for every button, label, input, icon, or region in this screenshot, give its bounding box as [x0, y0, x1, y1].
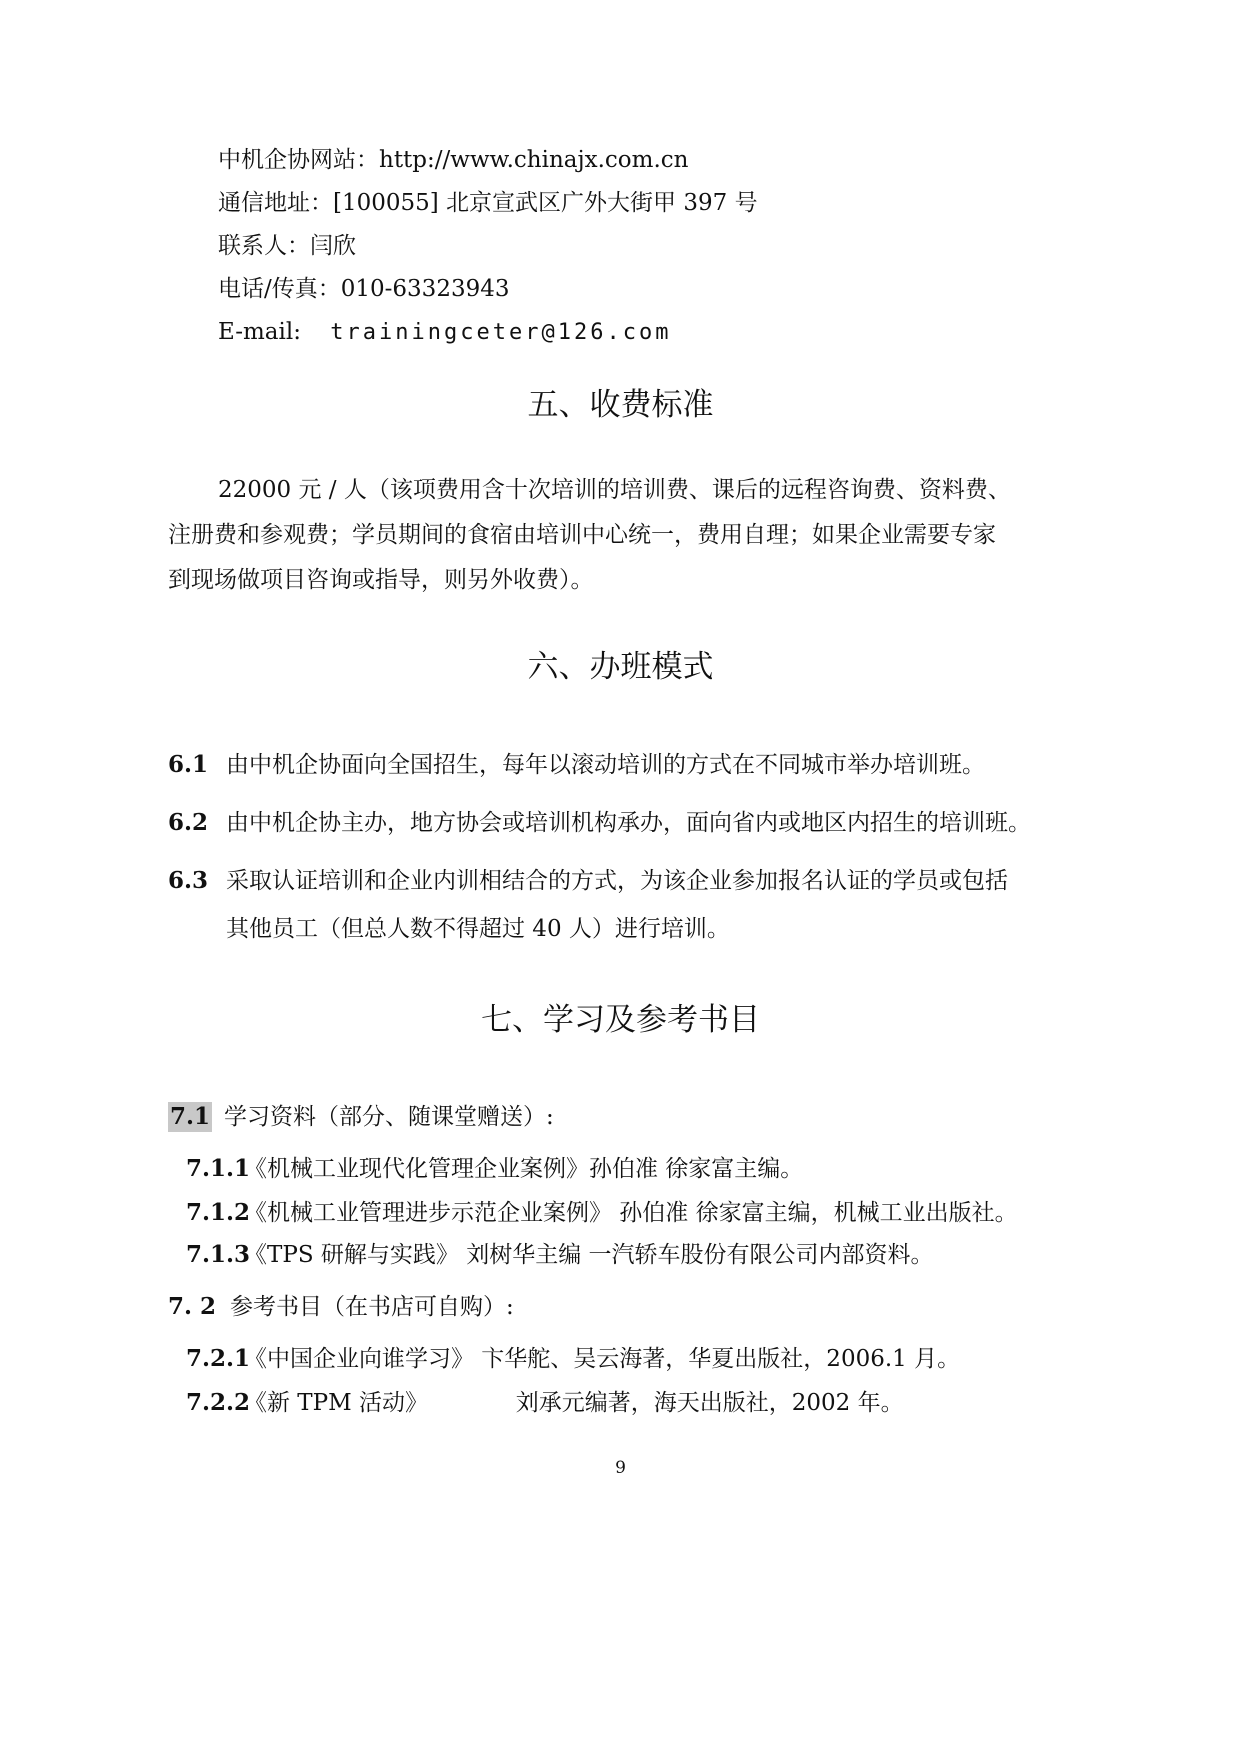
section6-item-1 — [168, 750, 985, 780]
section6-heading: 六、办班模式 — [527, 649, 714, 685]
section5-line-3: 到现场做项目咨询或指导，则另外收费）。 — [168, 567, 594, 593]
section6-item-3 — [168, 866, 1008, 896]
section5-line-2: 注册费和参观费；学员期间的食宿由培训中心统一，费用自理；如果企业需要专家 — [168, 522, 996, 548]
item-number: 7.1 — [170, 1103, 211, 1130]
item-number: 7.1.1 — [186, 1155, 251, 1182]
item-text: 《新 TPM 活动》 刘承元编著，海天出版社，2002 年。 — [244, 1390, 904, 1416]
item-number: 7.1.2 — [186, 1199, 251, 1226]
contact-email — [218, 317, 671, 348]
item-number: 7.2.2 — [186, 1389, 251, 1416]
section7-1-3 — [186, 1240, 934, 1270]
item-text: 由中机企协主办，地方协会或培训机构承办，面向省内或地区内招生的培训班。 — [226, 810, 1031, 836]
contact-person: 联系人：闫欣 — [218, 233, 356, 259]
contact-website: 中机企协网站：http://www.chinajx.com.cn — [218, 147, 689, 173]
item-text: 《TPS 研解与实践》 刘树华主编 一汽轿车股份有限公司内部资料。 — [244, 1242, 934, 1268]
section7-1-1 — [186, 1154, 803, 1184]
section7-1 — [168, 1102, 554, 1132]
item-text: 采取认证培训和企业内训相结合的方式，为该企业参加报名认证的学员或包括 — [226, 868, 1008, 894]
section5-heading: 五、收费标准 — [527, 387, 714, 423]
item-text: 《机械工业现代化管理企业案例》孙伯准 徐家富主编。 — [244, 1156, 804, 1182]
item-number: 7.2.1 — [186, 1345, 251, 1372]
section6-item-3-cont: 其他员工（但总人数不得超过 40 人）进行培训。 — [226, 916, 730, 942]
item-number: 6.2 — [168, 809, 209, 836]
section5-line-1: 22000 元 / 人（该项费用含十次培训的培训费、课后的远程咨询费、资料费、 — [218, 477, 1011, 503]
email-label: E-mail: — [218, 319, 301, 345]
section6-item-2 — [168, 808, 1031, 838]
contact-address: 通信地址：[100055] 北京宣武区广外大街甲 397 号 — [218, 190, 758, 216]
item-number: 7.1.3 — [186, 1241, 251, 1268]
section7-heading: 七、学习及参考书目 — [481, 1002, 760, 1038]
section7-2-1 — [186, 1344, 960, 1374]
section7-1-2 — [186, 1198, 1018, 1228]
item-number: 6.3 — [168, 867, 209, 894]
item-number: 6.1 — [168, 751, 209, 778]
email-value: trainingceter@126.com — [330, 320, 672, 345]
item-text: 《机械工业管理进步示范企业案例》 孙伯准 徐家富主编，机械工业出版社。 — [244, 1200, 1018, 1226]
section7-2 — [168, 1292, 514, 1322]
item-text: 由中机企协面向全国招生，每年以滚动培训的方式在不同城市举办培训班。 — [226, 752, 985, 778]
item-text: 参考书目（在书店可自购）: — [230, 1294, 514, 1320]
section7-2-2 — [186, 1388, 904, 1418]
page-number: 9 — [615, 1458, 626, 1478]
item-number: 7. 2 — [168, 1293, 217, 1320]
item-text: 《中国企业向谁学习》 卞华舵、吴云海著，华夏出版社，2006.1 月。 — [244, 1346, 961, 1372]
item-text: 学习资料（部分、随课堂赠送）: — [224, 1104, 554, 1130]
contact-phone: 电话/传真：010-63323943 — [218, 276, 510, 302]
